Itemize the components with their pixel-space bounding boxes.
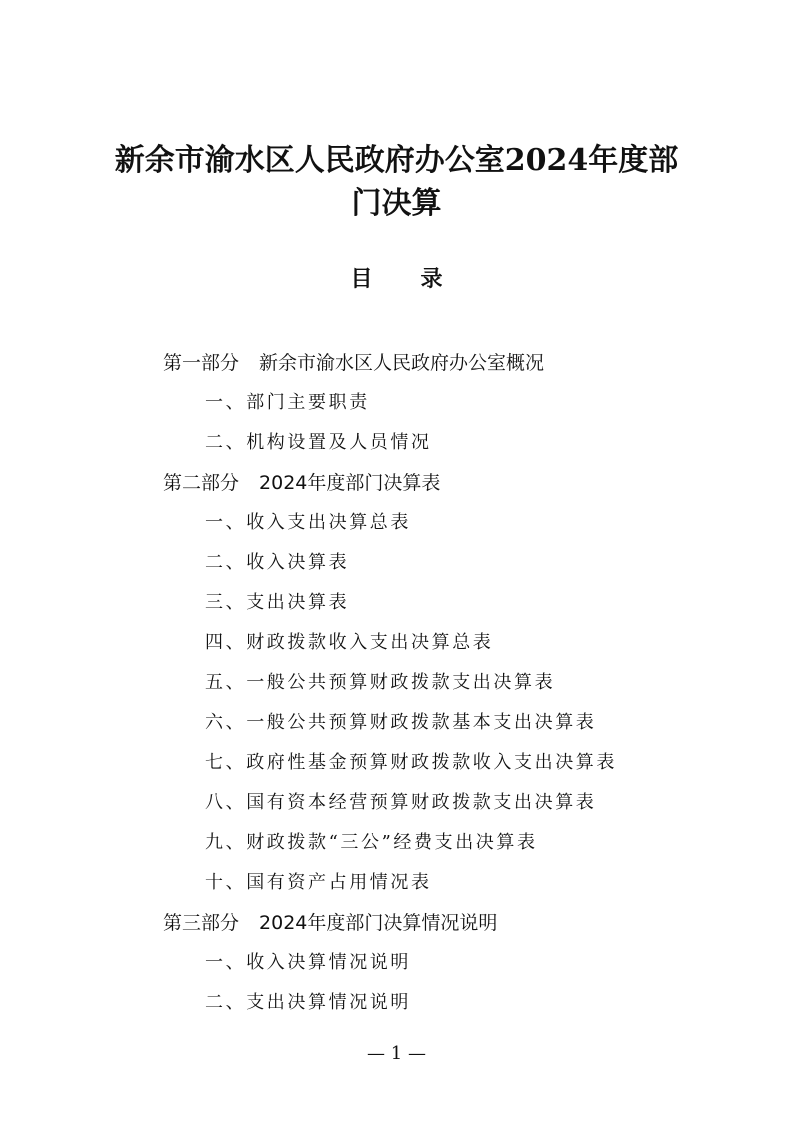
toc-part-3-title: 2024年度部门决算情况说明 [259, 912, 498, 934]
toc-item: 六、一般公共预算财政拨款基本支出决算表 [205, 712, 597, 733]
toc-item: 二、机构设置及人员情况 [205, 432, 432, 453]
table-of-contents [0, 343, 793, 1023]
page-number: — 1 — [367, 1043, 426, 1064]
toc-part-3 [0, 903, 793, 943]
toc-item: 七、政府性基金预算财政拨款收入支出决算表 [205, 752, 617, 773]
toc-part-3-number: 第三部分 [163, 912, 240, 934]
toc-item: 一、收入支出决算总表 [205, 512, 411, 533]
toc-part-2 [0, 463, 793, 503]
toc-item: 二、支出决算情况说明 [205, 992, 411, 1013]
toc-item: 二、收入决算表 [205, 552, 350, 573]
toc-part-1-title: 新余市渝水区人民政府办公室概况 [259, 352, 545, 374]
toc-part-2-title: 2024年度部门决算表 [259, 472, 441, 494]
document-title-line-2: 门决算 [351, 186, 442, 221]
document-title-line-1: 新余市渝水区人民政府办公室2024年度部 [114, 143, 679, 178]
toc-item: 四、财政拨款收入支出决算总表 [205, 632, 494, 653]
toc-item: 五、一般公共预算财政拨款支出决算表 [205, 672, 556, 693]
toc-item: 八、国有资本经营预算财政拨款支出决算表 [205, 792, 597, 813]
toc-item: 十、国有资产占用情况表 [205, 872, 432, 893]
toc-item: 一、部门主要职责 [205, 392, 370, 413]
toc-part-1-number: 第一部分 [163, 352, 240, 374]
toc-heading-left: 目 [350, 267, 373, 292]
table-of-contents-heading [0, 262, 793, 298]
toc-part-1 [0, 343, 793, 383]
toc-item: 一、收入决算情况说明 [205, 952, 411, 973]
toc-item: 九、财政拨款“三公”经费支出决算表 [205, 832, 538, 853]
toc-heading-right: 录 [420, 267, 443, 292]
toc-item: 三、支出决算表 [205, 592, 350, 613]
toc-part-2-number: 第二部分 [163, 472, 240, 494]
